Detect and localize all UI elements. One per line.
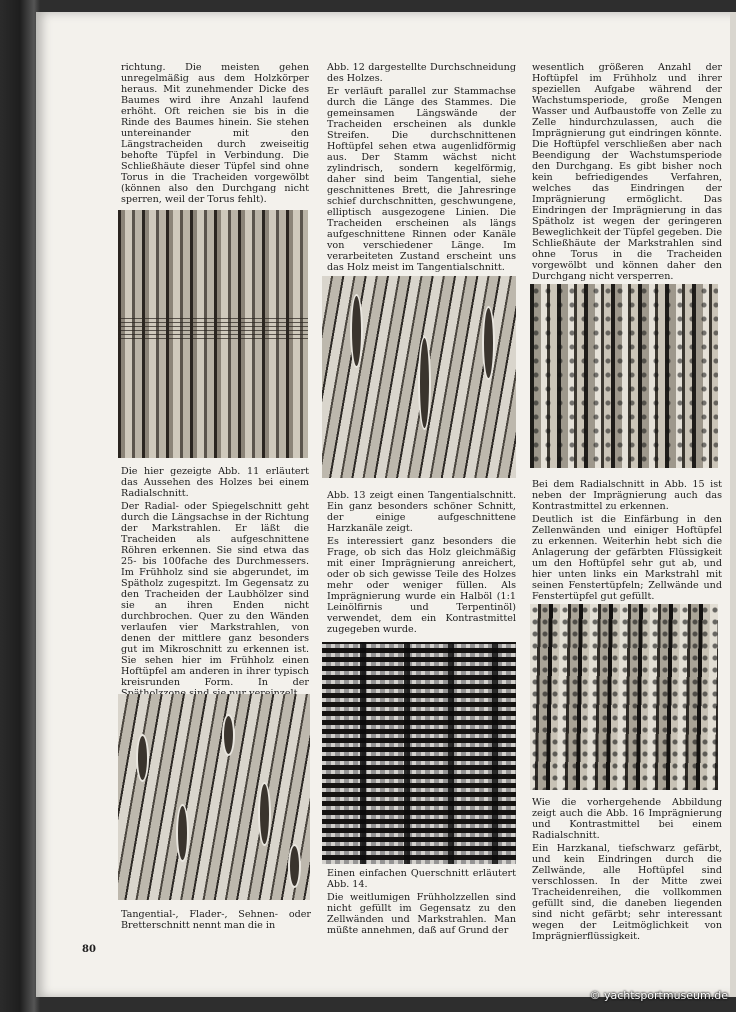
caption-abb-13: Abb. 13 zeigt einen Tangentialschnitt. Ein ganz besonders schöner Schnitt, der einige aufgeschnittene Harzkanäle zeigt. (327, 490, 516, 534)
figure-abb-12-tangential-section (118, 694, 310, 900)
paragraph: Der Radial- oder Spiegelschnitt geht durch die Längsachse in der Richtung der Markstrahlen. Er läßt die Tracheiden als aufgeschnittene Röhren erkennen. Sie sind etwa das 25- bis 100fache des Durchmessers. Im Frühholz sind sie abgerundet, im Spätholz zugespitzt. Im Gegensatz zu den Tracheiden der Laubhölzer sind sie an ihren Enden nicht durchbrochen. Quer zu den Wänden verlaufen vier Markstrahlen, von denen der mittlere ganz besonders gut im Mikroschnitt zu erkennen ist. Sie sehen hier im Frühholz einen Hoftüpfel am anderen in ihrer typisch kreisrunden Form. In der (121, 501, 309, 688)
caption-abb-16: Wie die vorhergehende Abbildung zeigt auch die Abb. 16 Imprägnierung und Kontrastmittel bei einem Radialschnitt. (532, 797, 722, 841)
paragraph: Er verläuft parallel zur Stammachse durch die Länge des Stammes. Die gemeinsamen Längswände der Tracheiden erscheinen als dunkle Streifen. Die durchschnittenen Hoftüpfel sehen etwa augenlidförmig aus. Der Stamm wächst nicht zylindrisch, sondern kegelförmig, daher sind beim Tangential, siehe geschnittenes Brett, die Jahresringe schief durchschnitten, geschwungene, elliptisch ausgezogene Linien. Die Tracheiden erscheinen als längs aufgeschnittene Rinnen oder Kanäle von verschiedener Länge. Im verarbeiteten Zustand erscheint uns das Holz meist im Tangentialschnitt. (327, 86, 516, 273)
figure-abb-13-tangential-section (322, 276, 516, 478)
resin-canal-shape (136, 734, 149, 782)
resin-canal-shape (418, 336, 431, 430)
column-2-middle-text (327, 490, 516, 637)
paragraph: Es interessiert ganz besonders die Frage, ob sich das Holz gleichmäßig mit einer Imprägnierung anreichert, oder ob sich gewisse Teile des Holzes mehr oder weniger füllen. Als Imprägnierung wurde ein Halböl (1:1 Leinölfirnis und Terpentinöl) verwendet, dem ein Kontrastmittel zugegeben wurde. (327, 536, 516, 635)
caption-abb-15: Bei dem Radialschnitt in Abb. 15 ist neben der Imprägnierung auch das Kontrastmittel zu erkennen. (532, 479, 722, 512)
paragraph: Abb. 12 dargestellte Durchschneidung des Holzes. (327, 62, 516, 84)
page-number: 80 (82, 944, 96, 955)
paragraph: Die weitlumigen Frühholzzellen sind nicht gefüllt im Gegensatz zu den Zellwänden und Markstrahlen. Man müßte annehmen, daß auf Grund der (327, 892, 516, 936)
figure-abb-11-radial-section (118, 210, 308, 458)
paragraph: wesentlich größeren Anzahl der Hoftüpfel im Frühholz und ihrer speziellen Aufgabe während der Wachstumsperiode, große Mengen Wasser und Aufbaustoffe von Zelle zu Zelle hindurchzulassen, auch die Imprägnierung gut eindringen könnte. Die Hoftüpfel verschließen aber nach Beendigung der Wachstumsperiode den Durchgang. Es gibt bisher noch kein befriedigendes Verfahren, welches das Eindringen der Imprägnierung ermöglicht. Das Eindringen der Imprägnierung in das Spätholz ist wegen der geringeren Beweglichkeit der Tüpfel gegeben. Die Schließhäute der Markstrahlen sind ohne Torus in die Tracheiden vorgewölbt und können daher den Durchgang nicht versperren. (532, 62, 722, 282)
resin-canal-shape (222, 714, 235, 756)
column-1-top-text (121, 62, 309, 207)
page-edge (730, 12, 736, 997)
resin-canal-shape (288, 844, 301, 888)
column-3-middle-text (532, 479, 722, 604)
caption-abb-11: Die hier gezeigte Abb. 11 erläutert das Aussehen des Holzes bei einem Radialschnitt. (121, 466, 309, 499)
column-1-bottom-text (121, 909, 311, 933)
watermark: © yachtsportmuseum.de (589, 989, 728, 1002)
resin-canal-shape (482, 306, 495, 380)
paragraph: richtung. Die meisten gehen unregelmäßig aus dem Holzkörper heraus. Mit zunehmender Dicke des Baumes wird ihre Anzahl laufend erhöht. Oft reichen sie bis in die Rinde des Baumes hinein. Sie stehen untereinander mit den Längstracheiden durch zweiseitig behofte Tüpfel in Verbindung. Die Schließhäute dieser Tüpfel sind ohne Torus in die Tracheiden vorgewölbt (können also den Durchgang nicht sperren, weil der Torus fehlt). (121, 62, 309, 205)
figure-abb-15-radial-section-impregnated (530, 284, 718, 468)
column-1-middle-text (121, 466, 309, 701)
column-3-top-text (532, 62, 722, 284)
column-2-top-text (327, 62, 516, 275)
caption-abb-14: Einen einfachen Querschnitt erläutert Abb. 14. (327, 868, 516, 890)
figure-abb-14-cross-section (322, 642, 516, 864)
resin-canal-shape (258, 782, 271, 846)
resin-canal-shape (350, 294, 363, 368)
paragraph: Ein Harzkanal, tiefschwarz gefärbt, und kein Eindringen durch die Zellwände, alle Hoftüpfel sind verschlossen. In der Mitte zwei Tracheidenreihen, die vollkommen gefüllt sind, die daneben liegenden sind nicht gefärbt; sehr interessant wegen der Leitmöglichkeit von Imprägnierflüssigkeit. (532, 843, 722, 942)
paragraph: Deutlich ist die Einfärbung in den Zellenwänden und einiger Hoftüpfel zu erkennen. Weiterhin hebt sich die Anlagerung der gefärbten Flüssigkeit um den Hoftüpfel sehr gut ab, und hier unten links ein Markstrahl mit seinen Fenstertüpfeln; Zellwände und Fenstertüpfel gut gefüllt. (532, 514, 722, 602)
column-3-bottom-text (532, 797, 722, 944)
column-2-bottom-text (327, 868, 516, 938)
resin-canal-shape (176, 804, 189, 862)
figure-abb-16-radial-section-impregnated (530, 604, 718, 790)
paragraph: Tangential-, Flader-, Sehnen- oder Bretterschnitt nennt man die in (121, 909, 311, 931)
